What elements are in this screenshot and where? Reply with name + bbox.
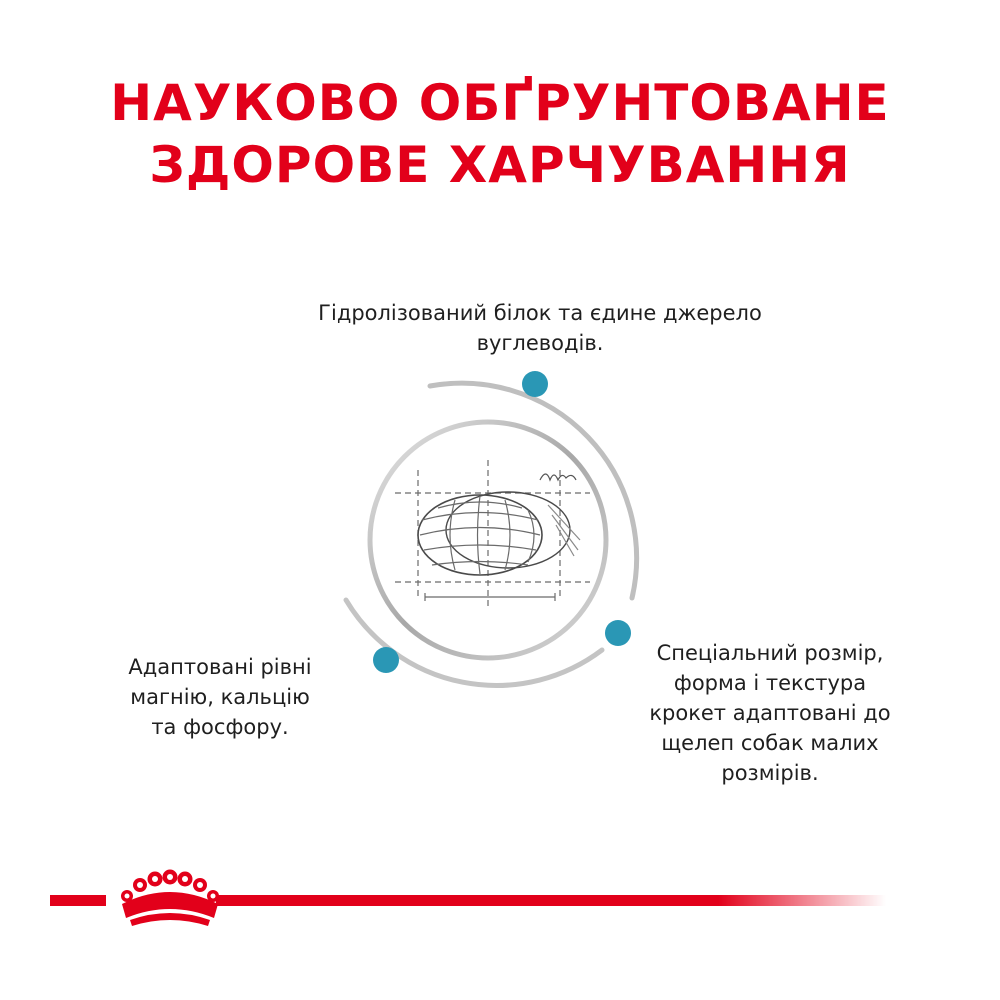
title-line-1: НАУКОВО ОБҐРУНТОВАНЕ [110,74,890,132]
footer-band [0,860,1000,940]
feature-right-line-3: крокет адаптовані до [649,701,891,725]
page-title [0,72,1000,196]
feature-kibble-size [620,638,920,788]
feature-right-line-5: розмірів. [721,761,819,785]
feature-right-line-1: Спеціальний розмір, [656,641,884,665]
title-line-2: ЗДОРОВЕ ХАРЧУВАННЯ [149,136,851,194]
feature-right-line-4: щелеп собак малих [661,731,879,755]
feature-right-line-2: форма і текстура [673,671,867,695]
feature-hydrolyzed-protein [250,298,830,358]
feature-minerals [110,652,330,742]
royal-crown-logo [121,870,219,927]
footer-bar-right [216,895,886,906]
kibble-graphic [330,360,650,710]
feature-left-line-2: магнію, кальцію [130,685,310,709]
feature-top-line-1: Гідролізований білок та єдине джерело [318,301,762,325]
outer-ring-arcs [346,383,637,685]
blue-dot-icon-left [373,647,399,673]
kibble-sketch-icon [395,460,590,610]
footer-bar-left [50,895,106,906]
blue-dot-icon-top [522,371,548,397]
feature-left-line-1: Адаптовані рівні [128,655,312,679]
feature-left-line-3: та фосфору. [151,715,289,739]
feature-top-line-2: вуглеводів. [476,331,604,355]
